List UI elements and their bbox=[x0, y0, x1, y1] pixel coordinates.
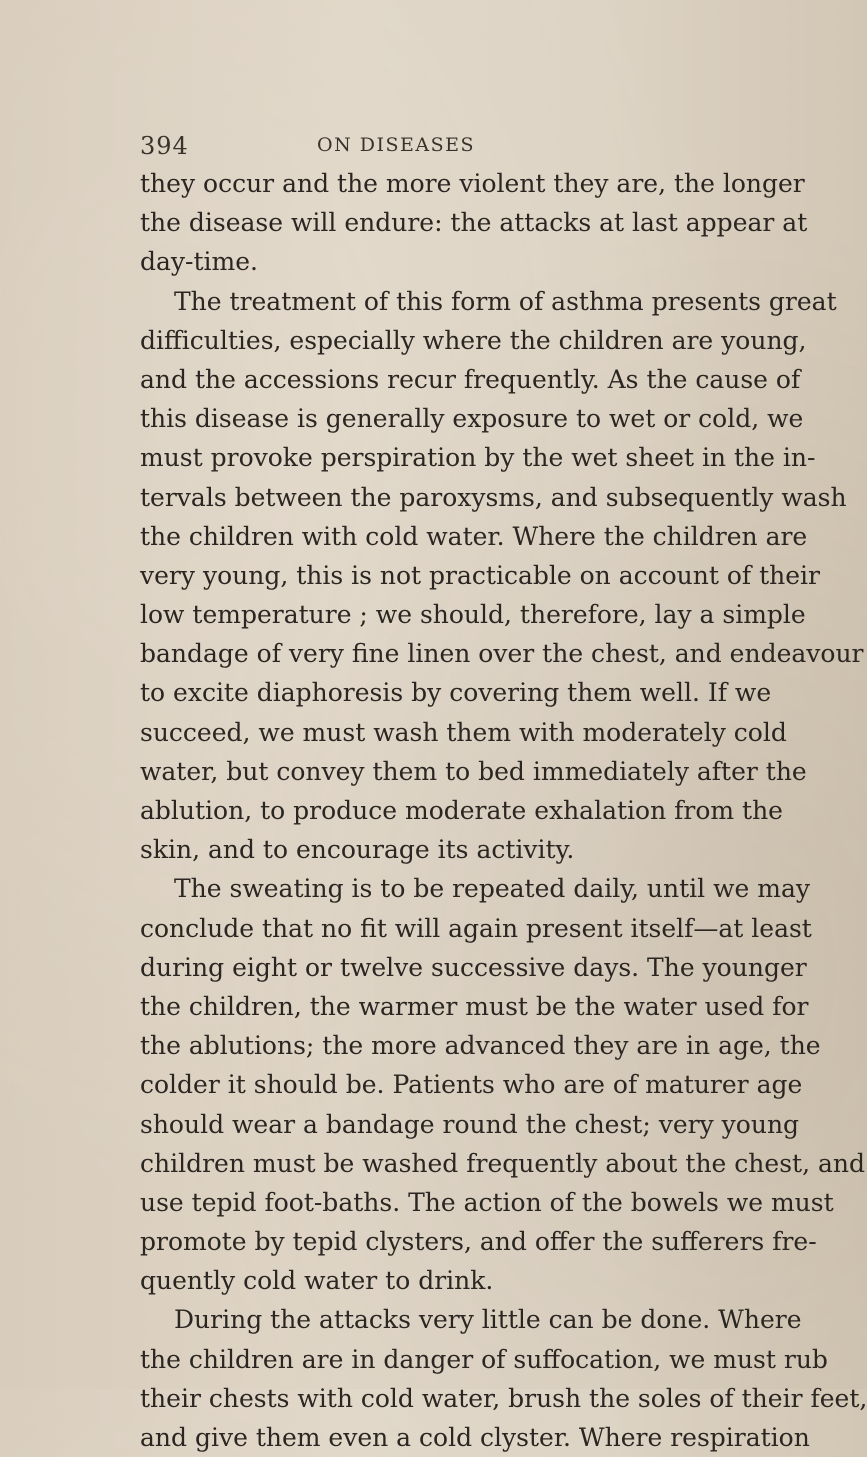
text-line: they occur and the more violent they are, the longer bbox=[140, 169, 805, 198]
text-line: colder it should be. Patients who are of maturer age bbox=[140, 1070, 803, 1100]
text-line: skin, and to encourage its activity. bbox=[140, 835, 575, 865]
text-line: conclude that no fit will again present itself—at least bbox=[140, 913, 812, 943]
text-line: tervals between the paroxysms, and subsequently wash bbox=[140, 482, 847, 512]
text-line: promote by tepid clysters, and offer the sufferers fre- bbox=[140, 1227, 817, 1257]
text-line: and the accessions recur frequently. As the cause of bbox=[140, 364, 801, 394]
text-line: low temperature ; we should, therefore, lay a simple bbox=[140, 600, 806, 630]
text-line: The treatment of this form of asthma presents great bbox=[174, 286, 837, 316]
text-line: the children are in danger of suffocation, we must rub bbox=[140, 1344, 828, 1374]
text-line: succeed, we must wash them with moderately cold bbox=[140, 717, 787, 747]
text-line: and give them even a cold clyster. Where respiration bbox=[140, 1423, 810, 1452]
text-line: bandage of very fine linen over the chest, and endeavour bbox=[140, 639, 864, 669]
text-line: very young, this is not practicable on account of their bbox=[140, 560, 820, 590]
text-line: water, but convey them to bed immediately after the bbox=[140, 756, 807, 786]
page-number: 394 bbox=[140, 132, 189, 160]
text-line: The sweating is to be repeated daily, until we may bbox=[174, 874, 810, 904]
text-line: should wear a bandage round the chest; very young bbox=[140, 1109, 800, 1139]
running-head: ON DISEASES bbox=[317, 134, 475, 156]
text-line: their chests with cold water, brush the soles of their feet, bbox=[140, 1383, 867, 1413]
page-header bbox=[140, 132, 700, 162]
text-line: the disease will endure: the attacks at last appear at bbox=[140, 208, 808, 238]
text-line: must provoke perspiration by the wet sheet in the in- bbox=[140, 443, 816, 473]
text-line: during eight or twelve successive days. The younger bbox=[140, 952, 807, 982]
text-line: this disease is generally exposure to wet or cold, we bbox=[140, 404, 804, 434]
text-line: ablution, to produce moderate exhalation from the bbox=[140, 796, 783, 825]
text-line: day-time. bbox=[140, 247, 258, 277]
text-line: the children with cold water. Where the children are bbox=[140, 521, 808, 551]
text-line: children must be washed frequently about the chest, and bbox=[140, 1148, 865, 1178]
text-line: use tepid foot-baths. The action of the bowels we must bbox=[140, 1187, 834, 1217]
text-line: the ablutions; the more advanced they are in age, the bbox=[140, 1031, 821, 1061]
text-line: During the attacks very little can be done. Where bbox=[174, 1305, 802, 1335]
text-line: to excite diaphoresis by covering them well. If we bbox=[140, 678, 772, 708]
text-line: difficulties, especially where the children are young, bbox=[140, 325, 807, 355]
text-line: quently cold water to drink. bbox=[140, 1266, 494, 1296]
body-text bbox=[140, 164, 867, 1457]
text-line: the children, the warmer must be the water used for bbox=[140, 991, 809, 1021]
